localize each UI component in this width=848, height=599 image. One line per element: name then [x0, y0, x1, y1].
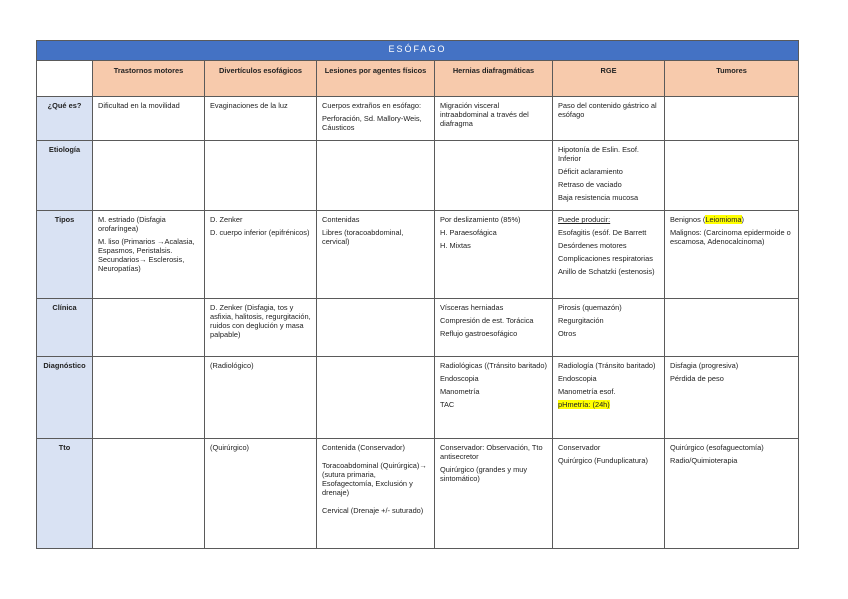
- table-cell: [317, 299, 435, 357]
- table-cell: [205, 439, 317, 549]
- cell-item: Otros: [558, 329, 577, 339]
- cell-item: Reflujo gastroesofágico: [440, 329, 518, 339]
- cell-item: Endoscopia: [440, 374, 479, 384]
- table-cell: [435, 141, 553, 211]
- table-cell: [205, 357, 317, 439]
- table-row-diagnostico: [37, 357, 799, 439]
- cell-item: M. liso (Primarios →Acalasia, Espasmos, Peristalsis. Secundarios→ Esclerosis, Neuropatías): [98, 237, 195, 274]
- table-cell: [435, 97, 553, 141]
- column-header: Tumores: [665, 61, 799, 97]
- cell-item: Radio/Quimioterapia: [670, 456, 738, 466]
- highlight-mark: pHmetría: (24h): [558, 400, 610, 410]
- table-cell: [93, 141, 205, 211]
- row-label: Etiología: [37, 141, 93, 211]
- table-row-clinica: [37, 299, 799, 357]
- table-cell: [93, 357, 205, 439]
- column-header: Lesiones por agentes físicos: [317, 61, 435, 97]
- table-cell: [93, 211, 205, 299]
- highlight-mark: Leiomioma: [705, 215, 742, 225]
- table-row-tipos: [37, 211, 799, 299]
- cell-item: Regurgitación: [558, 316, 604, 326]
- cell-item: Quirúrgico (esofaguectomía): [670, 443, 764, 453]
- column-header: Trastornos motores: [93, 61, 205, 97]
- cell-item: Pérdida de peso: [670, 374, 724, 384]
- table-cell: [665, 439, 799, 549]
- cell-item: Vísceras herniadas: [440, 303, 504, 313]
- cell-item: D. Zenker: [210, 215, 243, 225]
- cell-item: D. Zenker (Disfagia, tos y asfixia, halitosis, regurgitación, ruidos con deglución y masa palpable): [210, 303, 311, 340]
- row-label: Tto: [37, 439, 93, 549]
- cell-item: Toracoabdominal (Quirúrgica)→ (sutura primaria, Esofagectomía, Exclusión y drenaje): [322, 461, 427, 498]
- title-row: [37, 41, 799, 61]
- cell-item: D. cuerpo inferior (epifrénicos): [210, 228, 310, 238]
- header-row: [37, 61, 799, 97]
- cell-item-highlighted: Benignos (Leiomioma): [670, 215, 744, 225]
- cell-item: (Radiológico): [210, 361, 254, 371]
- cell-item: Disfagia (progresiva): [670, 361, 739, 371]
- table-cell: [93, 97, 205, 141]
- table-cell: [553, 97, 665, 141]
- table-cell: [553, 211, 665, 299]
- cell-item: Por deslizamiento (85%): [440, 215, 521, 225]
- cell-item: Radiológicas ((Tránsito baritado): [440, 361, 547, 371]
- table-cell: [665, 141, 799, 211]
- cell-item: Esofagitis (esóf. De Barrett: [558, 228, 647, 238]
- column-header: Hernias diafragmáticas: [435, 61, 553, 97]
- cell-item: Conservador: Observación, Tto antisecretor: [440, 443, 543, 462]
- cell-item: Quirúrgico (Funduplicatura): [558, 456, 648, 466]
- table-cell: [435, 439, 553, 549]
- table-cell: [205, 299, 317, 357]
- cell-item: Compresión de est. Torácica: [440, 316, 534, 326]
- column-header: Divertículos esofágicos: [205, 61, 317, 97]
- cell-item: Anillo de Schatzki (estenosis): [558, 267, 655, 277]
- cell-item: Manometría esof.: [558, 387, 616, 397]
- esofago-table: [36, 40, 799, 549]
- cell-item: Manometría: [440, 387, 480, 397]
- table-cell: [435, 357, 553, 439]
- cell-item: H. Mixtas: [440, 241, 471, 251]
- table-cell: [665, 299, 799, 357]
- cell-item: Migración visceral intraabdominal a través del diafragma: [440, 101, 529, 129]
- cell-item: Pirosis (quemazón): [558, 303, 622, 313]
- row-label: Tipos: [37, 211, 93, 299]
- table-title: ESÓFAGO: [37, 41, 799, 61]
- table-cell: [665, 97, 799, 141]
- table-row-tto: [37, 439, 799, 549]
- cell-item: Dificultad en la movilidad: [98, 101, 180, 110]
- cell-item: Desórdenes motores: [558, 241, 627, 251]
- table-cell: [553, 141, 665, 211]
- cell-item: (Quirúrgico): [210, 443, 250, 453]
- table-cell: [317, 211, 435, 299]
- cell-item: Perforación, Sd. Mallory-Weis, Cáusticos: [322, 114, 422, 133]
- cell-item: Malignos: (Carcinoma epidermoide o escamosa, Adenocalcinoma): [670, 228, 791, 247]
- table-cell: [317, 439, 435, 549]
- table-cell: [317, 97, 435, 141]
- cell-item: Evaginaciones de la luz: [210, 101, 288, 110]
- table-cell: [317, 357, 435, 439]
- table-cell: [93, 299, 205, 357]
- table-cell: [553, 357, 665, 439]
- table-cell: [553, 299, 665, 357]
- cell-item-heading: Puede producir:: [558, 215, 611, 225]
- corner-cell: [37, 61, 93, 97]
- table-cell: [93, 439, 205, 549]
- row-label: Diagnóstico: [37, 357, 93, 439]
- cell-item: Retraso de vaciado: [558, 180, 622, 190]
- row-label: ¿Qué es?: [37, 97, 93, 141]
- table-cell: [205, 97, 317, 141]
- cell-item: TAC: [440, 400, 455, 410]
- table-cell: [665, 211, 799, 299]
- table-cell: [665, 357, 799, 439]
- cell-item: Cuerpos extraños en esófago:: [322, 101, 422, 110]
- table-cell: [435, 299, 553, 357]
- cell-item: Paso del contenido gástrico al esófago: [558, 101, 657, 120]
- table-cell: [317, 141, 435, 211]
- table-row-que-es: [37, 97, 799, 141]
- cell-item: H. Paraesofágica: [440, 228, 497, 238]
- cell-item: Cervical (Drenaje +/- suturado): [322, 506, 424, 516]
- cell-item-highlighted: [558, 400, 659, 409]
- table-row-etiologia: [37, 141, 799, 211]
- cell-item: Contenidas: [322, 215, 360, 225]
- table-cell: [553, 439, 665, 549]
- cell-item: Libres (toracoabdominal, cervical): [322, 228, 404, 247]
- cell-item: Hipotonía de Eslin. Esof. Inferior: [558, 145, 639, 164]
- row-label: Clínica: [37, 299, 93, 357]
- table-cell: [435, 211, 553, 299]
- cell-item: Endoscopia: [558, 374, 597, 384]
- table-cell: [205, 211, 317, 299]
- cell-item: Complicaciones respiratorias: [558, 254, 653, 264]
- cell-item: Déficit aclaramiento: [558, 167, 623, 177]
- cell-item: Conservador: [558, 443, 601, 453]
- cell-item: Radiología (Tránsito baritado): [558, 361, 656, 371]
- cell-item: Quirúrgico (grandes y muy sintomático): [440, 465, 528, 484]
- cell-item: M. estriado (Disfagia orofaríngea): [98, 215, 166, 234]
- cell-item: Contenida (Conservador): [322, 443, 405, 453]
- column-header: RGE: [553, 61, 665, 97]
- table-cell: [205, 141, 317, 211]
- cell-item: Baja resistencia mucosa: [558, 193, 639, 203]
